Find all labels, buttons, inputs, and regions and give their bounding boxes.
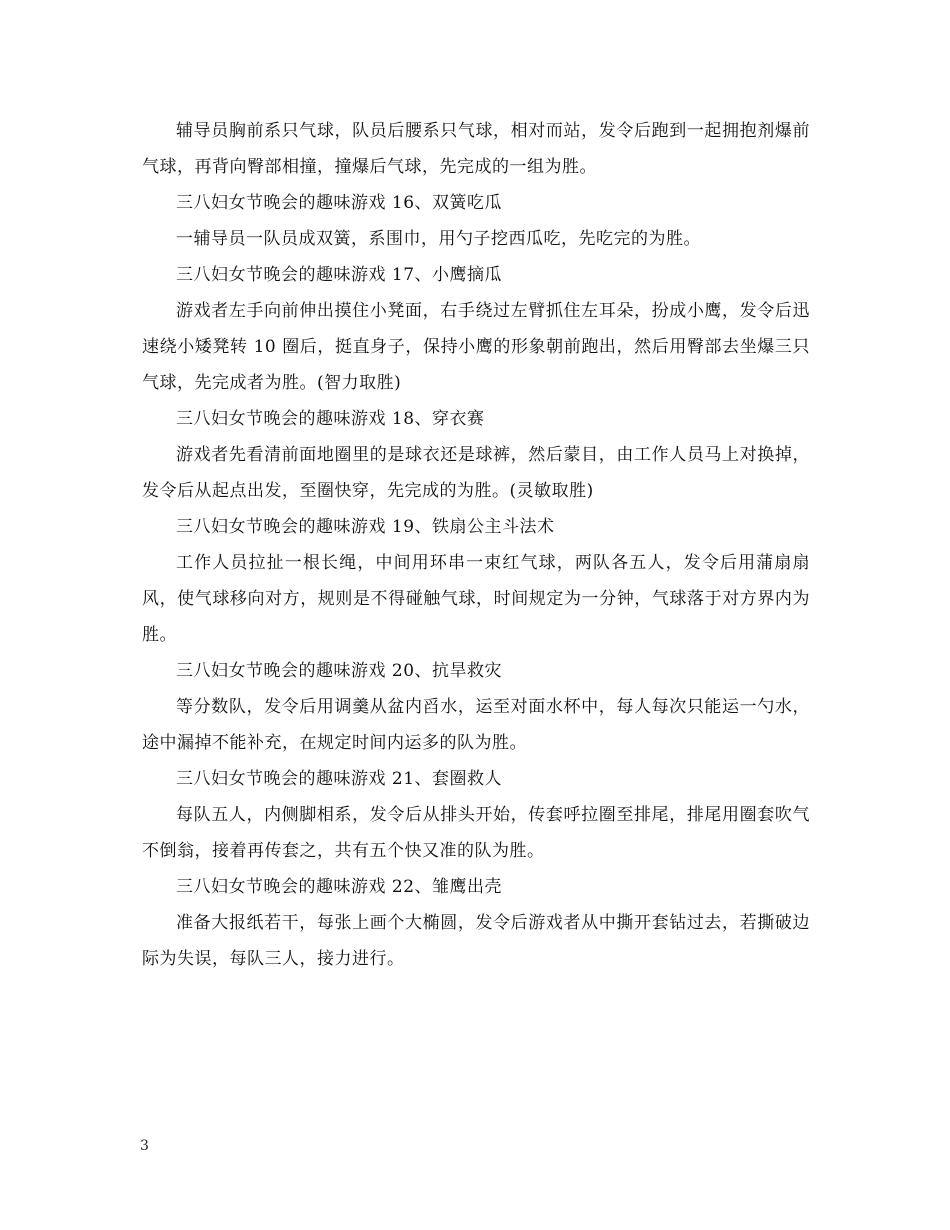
heading-game-19: 三八妇女节晚会的趣味游戏 19、铁扇公主斗法术 — [176, 517, 555, 537]
paragraph-game-17-rules: 游戏者左手向前伸出摸住小凳面，右手绕过左臂抓住左耳朵，扮成小鹰，发令后迅速绕小矮凳转 10 圈后，挺直身子，保持小鹰的形象朝前跑出，然后用臀部去坐爆三只气球，先完成者为胜。(智力取胜) — [142, 301, 810, 393]
document-body — [142, 113, 810, 977]
heading-game-22: 三八妇女节晚会的趣味游戏 22、雏鹰出壳 — [176, 877, 503, 897]
paragraph-game-22-rules: 准备大报纸若干，每张上画个大椭圆，发令后游戏者从中撕开套钻过去，若撕破边际为失误，每队三人，接力进行。 — [142, 913, 810, 969]
heading-game-20: 三八妇女节晚会的趣味游戏 20、抗旱救灾 — [176, 661, 503, 681]
paragraph-game-20-rules: 等分数队，发令后用调羹从盆内舀水，运至对面水杯中，每人每次只能运一勺水，途中漏掉不能补充，在规定时间内运多的队为胜。 — [142, 697, 810, 753]
paragraph-game-19-rules: 工作人员拉扯一根长绳，中间用环串一束红气球，两队各五人，发令后用蒲扇扇风，使气球移向对方，规则是不得碰触气球，时间规定为一分钟，气球落于对方界内为胜。 — [142, 553, 810, 645]
paragraph-game-18-rules: 游戏者先看清前面地圈里的是球衣还是球裤，然后蒙目，由工作人员马上对换掉，发令后从起点出发，至圈快穿，先完成的为胜。(灵敏取胜) — [142, 445, 810, 501]
paragraph-game-21-rules: 每队五人，内侧脚相系，发令后从排头开始，传套呼拉圈至排尾，排尾用圈套吹气不倒翁，接着再传套之，共有五个快又准的队为胜。 — [142, 805, 810, 861]
heading-game-21: 三八妇女节晚会的趣味游戏 21、套圈救人 — [176, 769, 503, 789]
page-number: 3 — [140, 1138, 149, 1154]
heading-game-16: 三八妇女节晚会的趣味游戏 16、双簧吃瓜 — [176, 193, 503, 213]
heading-game-17: 三八妇女节晚会的趣味游戏 17、小鹰摘瓜 — [176, 265, 503, 285]
paragraph-game-16-rules: 一辅导员一队员成双簧，系围巾，用勺子挖西瓜吃，先吃完的为胜。 — [176, 229, 701, 249]
heading-game-18: 三八妇女节晚会的趣味游戏 18、穿衣赛 — [176, 409, 485, 429]
paragraph-balloon-hug-rules: 辅导员胸前系只气球，队员后腰系只气球，相对而站，发令后跑到一起拥抱剂爆前气球，再背向臀部相撞，撞爆后气球，先完成的一组为胜。 — [142, 121, 810, 177]
